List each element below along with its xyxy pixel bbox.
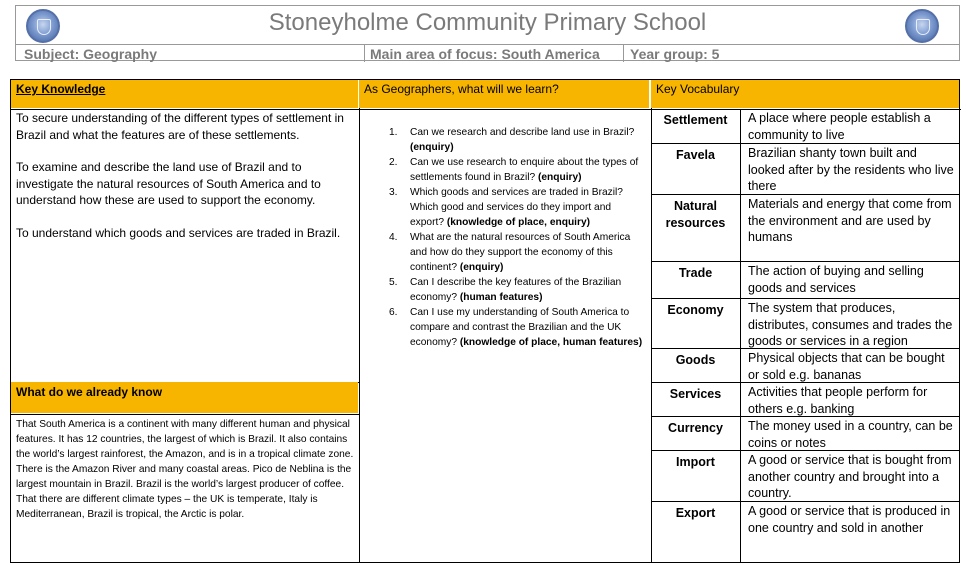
vocab-term: Settlement bbox=[663, 113, 728, 127]
vocab-row bbox=[651, 450, 960, 501]
vocab-row bbox=[651, 194, 960, 261]
document-header bbox=[15, 5, 960, 61]
vocab-row bbox=[651, 261, 960, 298]
vocab-term: Import bbox=[676, 455, 715, 469]
vocab-row bbox=[651, 348, 960, 382]
list-item: 5. Can I describe the key features of the Brazilian economy? (human features) bbox=[389, 277, 622, 303]
vocab-definition: The money used in a country, can be coins or notes bbox=[748, 419, 953, 450]
key-knowledge-item: To examine and describe the land use of Brazil and to investigate the natural resources of South America and to understand how these are used to support the economy. bbox=[16, 160, 321, 207]
vocab-term: Economy bbox=[667, 303, 724, 317]
list-item: 6. Can I use my understanding of South America to compare and contrast the Brazilian and the UK economy? (knowledge of place, human features) bbox=[389, 307, 643, 348]
vocab-definition: Materials and energy that come from the environment and are used by humans bbox=[748, 197, 952, 244]
vocab-definition: Physical objects that can be bought or sold e.g. bananas bbox=[748, 351, 945, 382]
learn-heading: As Geographers, what will we learn? bbox=[359, 80, 649, 108]
vocab-row bbox=[651, 109, 960, 143]
vocabulary-heading: Key Vocabulary bbox=[651, 80, 959, 108]
key-knowledge-item: To secure understanding of the different types of settlement in Brazil and what the features are of these settlements. bbox=[16, 111, 344, 142]
vocab-definition: A good or service that is produced in one country and sold in another bbox=[748, 504, 951, 535]
vocab-definition: The action of buying and selling goods and services bbox=[748, 264, 924, 295]
already-know-content bbox=[16, 417, 356, 522]
vocab-row bbox=[651, 298, 960, 348]
subject-label: Subject: Geography bbox=[24, 46, 158, 62]
focus-label: Main area of focus: South America bbox=[370, 46, 600, 62]
list-item: 1. Can we research and describe land use in Brazil? (enquiry) bbox=[389, 127, 635, 153]
key-knowledge-item: To understand which goods and services are traded in Brazil. bbox=[16, 225, 341, 240]
vocab-definition: A place where people establish a community to live bbox=[748, 111, 931, 142]
vocab-row bbox=[651, 143, 960, 194]
school-crest-icon bbox=[905, 9, 939, 43]
vocab-definition: The system that produces, distributes, consumes and trades the goods or services in a region bbox=[748, 301, 953, 348]
vocab-term: Services bbox=[669, 387, 722, 401]
school-name: Stoneyholme Community Primary School bbox=[268, 9, 707, 36]
vocab-term: Goods bbox=[675, 353, 716, 367]
vocab-definition: A good or service that is bought from another country and brought into a country. bbox=[748, 453, 952, 500]
key-knowledge-heading: Key Knowledge bbox=[11, 80, 358, 108]
vocab-term: Favela bbox=[676, 148, 715, 162]
vocab-term: Natural resources bbox=[665, 199, 726, 230]
vocab-row bbox=[651, 501, 960, 563]
vocab-term: Export bbox=[675, 506, 716, 520]
list-item: 3. Which goods and services are traded in Brazil? Which good and services do they import and export? (knowledge of place, enquiry) bbox=[389, 187, 623, 228]
list-item: 4. What are the natural resources of South America and how do they support the economy of this continent? (enquiry) bbox=[389, 232, 631, 273]
vocab-definition: Activities that people perform for others e.g. banking bbox=[748, 385, 928, 416]
already-know-heading: What do we already know bbox=[11, 382, 358, 413]
already-know-paragraph: That there are different climate types – the UK is temperate, Italy is Mediterranean, Brazil is tropical, the Arctic is polar. bbox=[16, 494, 318, 520]
year-group-label: Year group: 5 bbox=[630, 46, 720, 62]
header-info-row bbox=[16, 44, 959, 62]
learning-questions-list bbox=[372, 125, 647, 350]
vocab-definition: Brazilian shanty town built and looked after by the residents who live there bbox=[748, 146, 954, 193]
vocab-term: Currency bbox=[668, 421, 723, 435]
vocab-row bbox=[651, 382, 960, 416]
vocab-term: Trade bbox=[678, 266, 713, 280]
key-knowledge-content bbox=[16, 110, 356, 257]
list-item: 2. Can we use research to enquire about the types of settlements found in Brazil? (enquiry) bbox=[389, 157, 639, 183]
already-know-paragraph: That South America is a continent with many different human and physical features. It has 12 countries, the largest of which is Brazil. It also contains the world’s largest rainforest, the Amazon, and is in a tropical climate zone. There is the Amazon River and many coastal areas. Pico de Neblina is the largest mountain in Brazil. Brazil is the world’s largest producer of coffee. bbox=[16, 419, 354, 490]
vocab-row bbox=[651, 416, 960, 450]
